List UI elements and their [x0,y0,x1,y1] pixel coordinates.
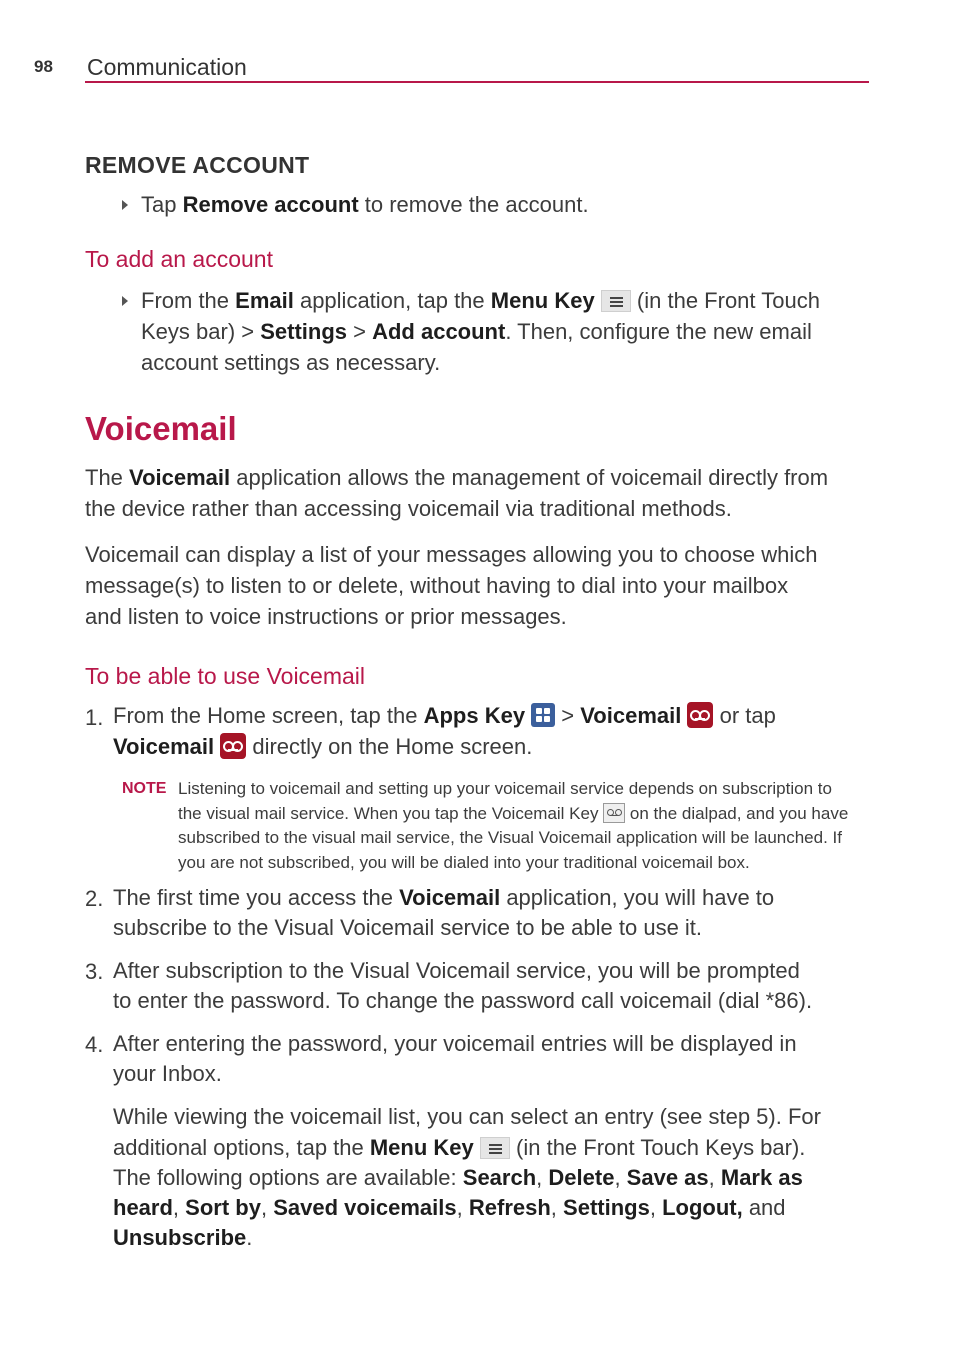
page-number: 98 [34,57,53,76]
voicemail-app-icon [687,702,713,728]
step-4-line-2: your Inbox. [113,1061,222,1086]
voicemail-intro-line-2: the device rather than accessing voicemail via traditional methods. [85,496,732,521]
step-2-line-2: subscribe to the Visual Voicemail service to be able to use it. [113,915,703,940]
voicemail-app-icon [220,733,246,759]
menu-key-icon [601,290,631,312]
step-3-line-1: After subscription to the Visual Voicemail service, you will be prompted [113,958,800,983]
voicemail-desc-line-3: and listen to voice instructions or prior messages. [85,604,567,629]
step-number: 4. [85,1032,104,1057]
step-1-line-2: Voicemail directly on the Home screen. [113,734,533,759]
note-label: NOTE [122,780,167,797]
options-line-3: The following options are available: Search, Delete, Save as, Mark as [113,1165,803,1190]
section-title: Communication [87,54,247,80]
options-line-1: While viewing the voicemail list, you can select an entry (see step 5). For [113,1104,821,1129]
add-account-heading: To add an account [85,246,273,272]
voicemail-desc-line-1: Voicemail can display a list of your messages allowing you to choose which [85,542,818,567]
voicemail-title: Voicemail [85,410,237,447]
note-line-2: the visual mail service. When you tap the Voicemail Key on the dialpad, and you have [178,804,849,823]
remove-account-heading: REMOVE ACCOUNT [85,152,310,178]
add-account-line-1: From the Email application, tap the Menu Key (in the Front Touch [141,288,820,313]
step-number: 3. [85,959,104,984]
step-3-line-2: to enter the password. To change the password call voicemail (dial *86). [113,988,813,1013]
step-number: 2. [85,886,104,911]
header-divider [85,81,869,83]
note-line-1: Listening to voicemail and setting up your voicemail service depends on subscription to [178,779,832,798]
step-number: 1. [85,705,104,730]
options-line-4: heard, Sort by, Saved voicemails, Refresh, Settings, Logout, and [113,1195,786,1220]
options-line-5: Unsubscribe. [113,1225,253,1250]
voicemail-intro-line-1: The Voicemail application allows the management of voicemail directly from [85,465,829,490]
menu-key-icon [480,1137,510,1159]
apps-key-icon [531,703,555,727]
add-account-line-3: account settings as necessary. [141,350,441,375]
bullet-arrow-icon [122,296,128,306]
voicemail-desc-line-2: message(s) to listen to or delete, without having to dial into your mailbox [85,573,789,598]
voicemail-key-icon [603,803,625,823]
bullet-arrow-icon [122,200,128,210]
step-1-line-1: From the Home screen, tap the Apps Key > Voicemail or tap [113,703,776,728]
remove-account-instruction: Tap Remove account to remove the account. [141,192,589,217]
note-line-3: subscribed to the visual mail service, the Visual Voicemail application will be launched. If [178,828,842,847]
use-voicemail-heading: To be able to use Voicemail [85,663,366,689]
options-line-2: additional options, tap the Menu Key (in the Front Touch Keys bar). [113,1135,806,1160]
add-account-line-2: Keys bar) > Settings > Add account. Then, configure the new email [141,319,812,344]
note-line-4: you are not subscribed, you will be dialed into your traditional voicemail box. [178,853,750,872]
step-2-line-1: The first time you access the Voicemail application, you will have to [113,885,775,910]
step-4-line-1: After entering the password, your voicemail entries will be displayed in [113,1031,797,1056]
